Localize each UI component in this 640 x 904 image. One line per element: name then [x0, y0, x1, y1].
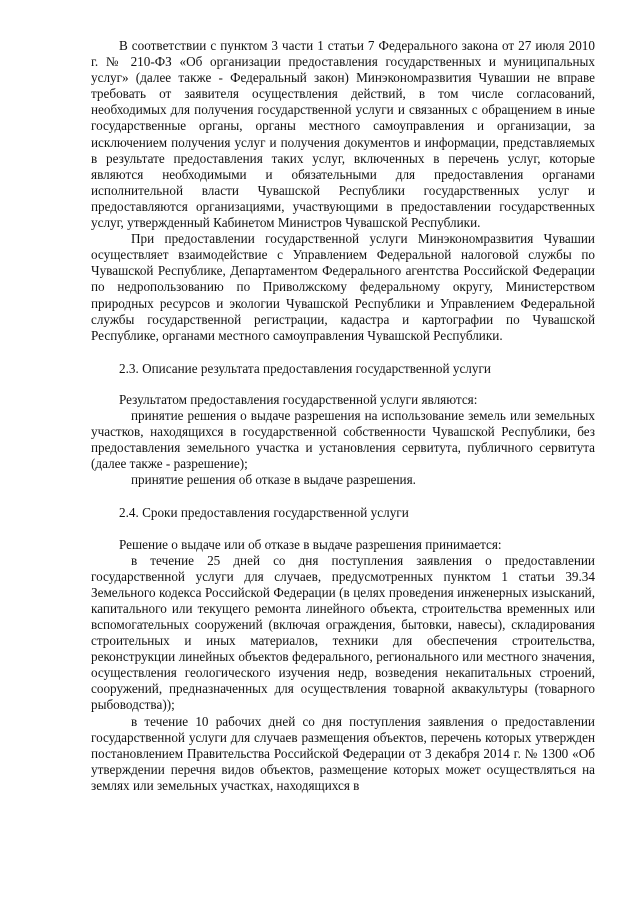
spacer — [91, 522, 595, 537]
spacer — [91, 488, 595, 505]
paragraph-result-refusal: принятие решения об отказе в выдаче разрешения. — [131, 472, 416, 488]
paragraph-federal-law: В соответствии с пунктом 3 части 1 статьи 7 Федерального закона от 27 июля 2010 г. № 210-ФЗ «Об организации предоставления государственных и муниципальных услуг» (далее также - Федеральный закон) Минэкономразвития Чувашии не вправе требовать от заявителя осуществления действий, в том числе согласований, необходимых для получения государственной услуги и связанных с обращением в иные государственные органы, органы местного самоуправления и организации, за исключением получения услуг и получения документов и информации, представляемых в результате предоставления таких услуг, включенных в перечень услуг, которые являются необходимыми и обязательными для предоставления органами исполнительной власти Чувашской Республики государственных услуг и предоставляются организациями, участвующими в предоставлении государственных услуг, утвержденный Кабинетом Министров Чувашской Республики. — [91, 38, 595, 231]
paragraph-interaction: При предоставлении государственной услуги Минэкономразвития Чувашии осуществляет взаимодействие с Управлением Федеральной налоговой службы по Чувашской Республике, Департаментом Федерального агентства Российской Федерации по недропользованию по Приволжскому федеральному округу, Министерством природных ресурсов и экологии Чувашской Республики и Управлением Федеральной службы государственной регистрации, кадастра и картографии по Чувашской Республике, органами местного самоуправления Чувашской Республики. — [91, 231, 595, 343]
paragraph-term-10-days: в течение 10 рабочих дней со дня поступления заявления о предоставлении государственной услуги для случаев размещения объектов, перечень которых утвержден постановлением Правительства Российской Федерации от 3 декабря 2014 г. № 1300 «Об утверждении перечня видов объектов, размещение которых может осуществляться на землях или земельных участках, находящихся в — [91, 713, 595, 793]
section-heading-2-4: 2.4. Сроки предоставления государственной услуги — [119, 505, 409, 521]
spacer — [91, 377, 595, 392]
paragraph-result-intro: Результатом предоставления государственной услуги являются: — [119, 391, 478, 407]
paragraph-term-25-days: в течение 25 дней со дня поступления заявления о предоставлении государственной услуги для случаев, предусмотренных пунктом 1 статьи 39.34 Земельного кодекса Российской Федерации (в целях проведения инженерных изысканий, капитального или текущего ремонта линейного объекта, строительства временных или вспомогательных сооружений (включая ограждения, бытовки, навесы), складирования строительных и иных материалов, техники для обеспечения строительства, реконструкции линейных объектов федерального, регионального или местного значения, осуществления геологического изучения недр, возведения некапитальных строений, сооружений, предназначенных для осуществления товарной аквакультуры (товарного рыбоводства)); — [91, 552, 595, 713]
paragraph-result-permit: принятие решения о выдаче разрешения на использование земель или земельных участков, находящихся в государственной собственности Чувашской Республики, без предоставления земельного участка и установления сервитута, публичного сервитута (далее также - разрешение); — [91, 407, 595, 472]
paragraph-decision-intro: Решение о выдаче или об отказе в выдаче разрешения принимается: — [119, 536, 502, 552]
section-heading-2-3: 2.3. Описание результата предоставления государственной услуги — [119, 360, 491, 376]
spacer — [91, 344, 595, 361]
document-page — [91, 38, 595, 794]
